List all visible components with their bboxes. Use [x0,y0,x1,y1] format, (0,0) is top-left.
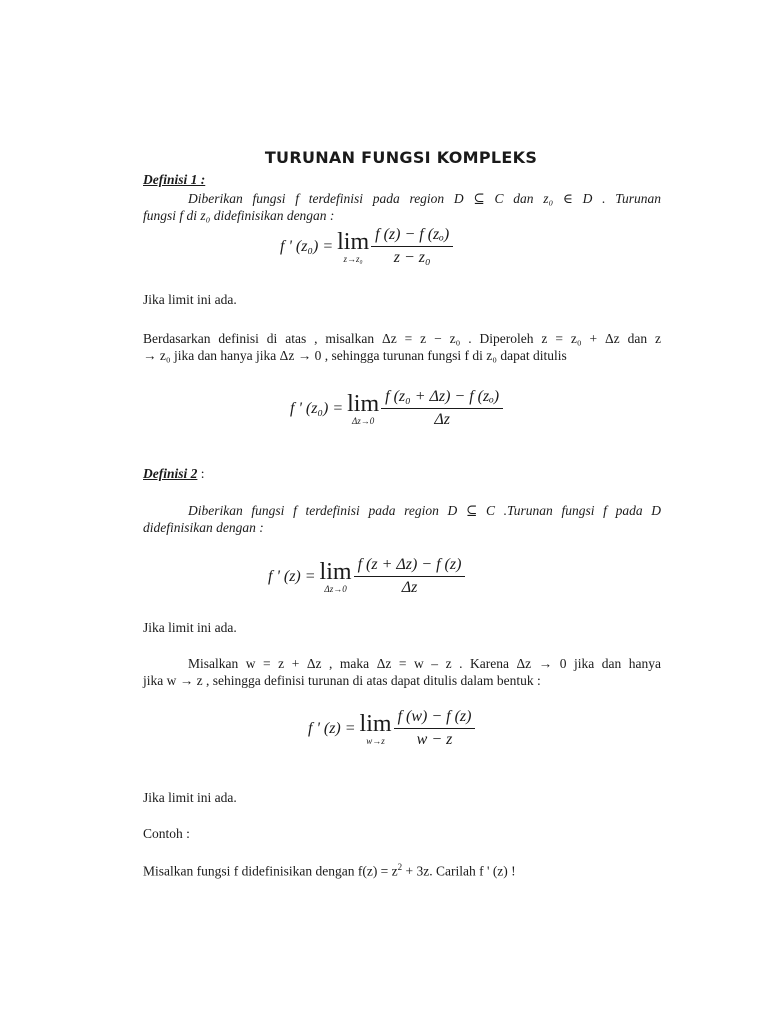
formula-lhs: f ' (z) = [268,567,316,585]
definition-2-line-1: Diberikan fungsi f terdefinisi pada region D ⊆ C .Turunan fungsi f pada D [188,503,661,518]
definition-1-line-2: fungsi f di z₀ didefinisikan dengan : [143,208,335,223]
limit-word: lim [337,228,370,255]
definition-1-formula [280,226,453,267]
definition-2-heading-row [143,466,205,482]
substitution-line-2: jika w → z , sehingga definisi turunan di atas dapat ditulis dalam bentuk : [143,673,541,688]
limit-subscript: Δz→0 [324,583,347,594]
definition-2-heading-suffix: : [197,466,205,481]
derivation-formula [290,388,503,429]
definition-1-note: Jika limit ini ada. [143,292,237,307]
formula-lhs: f ' (z₀) = [290,399,344,417]
fraction-numerator: f (z + Δz) − f (z) [354,556,466,577]
substitution-note: Jika limit ini ada. [143,790,237,805]
fraction [381,388,503,429]
example-text: Misalkan fungsi f didefinisikan dengan f(z) = z [143,863,398,879]
definition-2-formula [268,556,465,597]
definition-1-line-1: Diberikan fungsi f terdefinisi pada region D ⊆ C dan z₀ ∈ D . Turunan [188,191,661,206]
limit-operator [347,392,379,426]
fraction-denominator: Δz [434,411,450,428]
fraction-denominator: Δz [401,579,418,596]
substitution-line-1: Misalkan w = z + Δz , maka Δz = w – z . Karena Δz → 0 jika dan hanya [188,656,661,671]
limit-operator [360,712,392,746]
fraction-denominator: w − z [416,731,453,748]
definition-2-heading: Definisi 2 [143,466,198,481]
limit-subscript: w→z [366,735,385,746]
fraction [354,556,466,597]
limit-subscript: z→z₀ [343,253,363,264]
limit-word: lim [347,390,380,417]
page-title: TURUNAN FUNGSI KOMPLEKS [264,148,538,167]
limit-word: lim [319,558,352,585]
fraction-numerator: f (w) − f (z) [394,708,476,729]
definition-2-note: Jika limit ini ada. [143,620,237,635]
formula-lhs: f ' (z₀) = [280,237,334,255]
example-statement [143,862,516,880]
fraction-numerator: f (z₀ + Δz) − f (zₒ) [381,388,503,409]
limit-operator [320,560,352,594]
fraction-denominator: z − z₀ [393,249,431,266]
substitution-formula [308,708,475,749]
example-heading: Contoh : [143,826,190,841]
limit-subscript: Δz→0 [351,415,375,426]
definition-1-heading: Definisi 1 : [143,172,206,187]
example-exponent: 2 [397,862,403,872]
derivation-line-1: Berdasarkan definisi di atas , misalkan Δz = z − z₀ . Diperoleh z = z₀ + Δz dan z [143,331,661,346]
limit-operator [337,230,369,264]
fraction [394,708,476,749]
definition-2-line-2: didefinisikan dengan : [143,520,264,535]
example-text-end: + 3z. Carilah f ' (z) ! [402,863,516,879]
limit-word: lim [359,710,392,737]
derivation-line-2: → z₀ jika dan hanya jika Δz → 0 , sehingga turunan fungsi f di z₀ dapat ditulis [143,348,567,363]
fraction [371,226,453,267]
fraction-numerator: f (z) − f (zₒ) [371,226,453,247]
formula-lhs: f ' (z) = [308,719,356,737]
